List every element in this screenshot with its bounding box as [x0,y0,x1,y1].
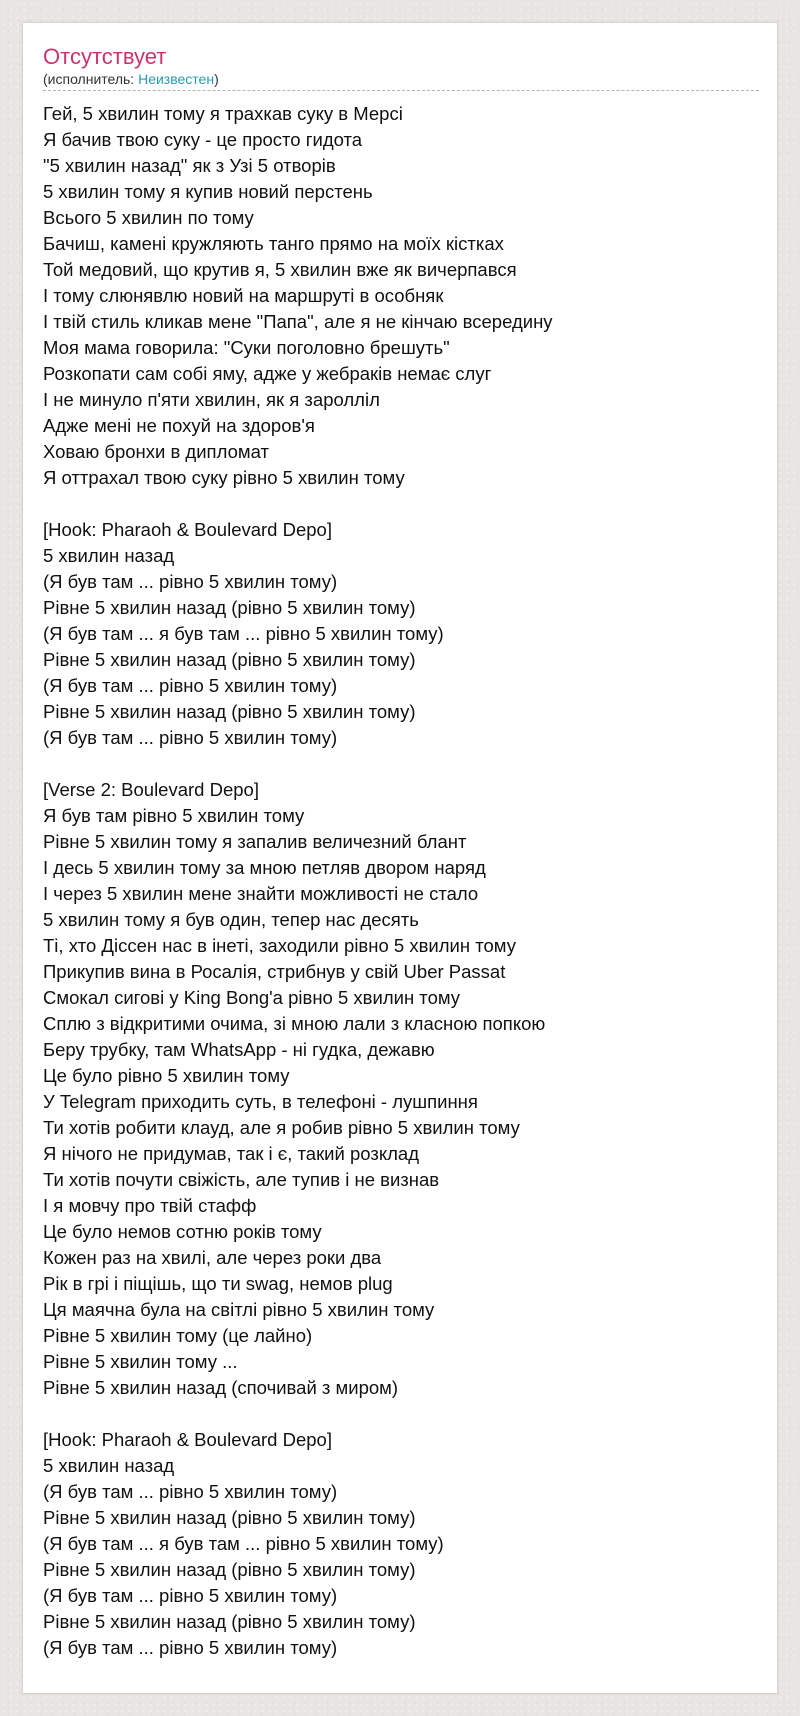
lyric-line: Моя мама говорила: "Суки поголовно брешуть" [43,337,450,358]
lyric-line: І тому слюнявлю новий на маршруті в особняк [43,285,444,306]
lyric-line: "5 хвилин назад" як з Узі 5 отворів [43,155,336,176]
lyric-line: Бачиш, камені кружляють танго прямо на моїх кістках [43,233,504,254]
artist-link[interactable]: Неизвестен [138,71,215,87]
lyric-line: Ця маячна була на світлі рівно 5 хвилин тому [43,1299,435,1320]
lyric-line: Рік в грі і піщішь, що ти swag, немов plug [43,1273,393,1294]
lyric-line: 5 хвилин назад [43,545,175,566]
lyric-line: Беру трубку, там WhatsApp - ні гудка, дежавю [43,1039,435,1060]
artist-prefix: (исполнитель: [43,71,139,87]
lyrics-text [43,101,759,1661]
lyric-line: (Я був там ... я був там ... рівно 5 хвилин тому) [43,1533,444,1554]
lyric-line: Прикупив вина в Росалія, стрибнув у свій Uber Passat [43,961,506,982]
lyric-line: Це було немов сотню років тому [43,1221,322,1242]
lyric-line: Рівне 5 хвилин тому я запалив величезний блант [43,831,467,852]
lyric-line: Рівне 5 хвилин назад (рівно 5 хвилин тому) [43,701,416,722]
lyric-line: Гей, 5 хвилин тому я трахкав суку в Мерсі [43,103,403,124]
lyric-line: У Telegram приходить суть, в телефоні - лушпиння [43,1091,478,1112]
lyric-line: [Verse 2: Boulevard Depo] [43,779,259,800]
lyric-line: Рівне 5 хвилин назад (рівно 5 хвилин тому) [43,649,416,670]
lyric-line: [Hook: Pharaoh & Boulevard Depo] [43,1429,332,1450]
lyric-line: І через 5 хвилин мене знайти можливості не стало [43,883,479,904]
lyric-line: Я оттрахал твою суку рівно 5 хвилин тому [43,467,405,488]
lyric-line: (Я був там ... я був там ... рівно 5 хвилин тому) [43,623,444,644]
lyric-line: Ті, хто Діссен нас в інеті, заходили рівно 5 хвилин тому [43,935,516,956]
lyric-line: Адже мені не похуй на здоров'я [43,415,315,436]
lyric-line: Сплю з відкритими очима, зі мною лали з класною попкою [43,1013,546,1034]
lyric-line: (Я був там ... рівно 5 хвилин тому) [43,571,338,592]
lyric-line: Це було рівно 5 хвилин тому [43,1065,290,1086]
artist-suffix: ) [214,71,219,87]
lyric-line: (Я був там ... рівно 5 хвилин тому) [43,727,338,748]
lyric-line: Ти хотів почути свіжість, але тупив і не визнав [43,1169,440,1190]
lyric-line: [Hook: Pharaoh & Boulevard Depo] [43,519,332,540]
lyric-line: Я був там рівно 5 хвилин тому [43,805,305,826]
lyric-line: (Я був там ... рівно 5 хвилин тому) [43,1637,338,1658]
lyric-line: Смокал сигові у King Bong'a рівно 5 хвилин тому [43,987,461,1008]
lyric-line: 5 хвилин назад [43,1455,175,1476]
lyric-line: Розкопати сам собі яму, адже у жебраків немає слуг [43,363,492,384]
lyric-line: Рівне 5 хвилин тому ... [43,1351,238,1372]
lyric-line: 5 хвилин тому я був один, тепер нас десять [43,909,419,930]
lyric-line: 5 хвилин тому я купив новий перстень [43,181,373,202]
lyric-line: (Я був там ... рівно 5 хвилин тому) [43,1481,338,1502]
lyric-line: І я мовчу про твій стафф [43,1195,257,1216]
lyric-line: Ховаю бронхи в дипломат [43,441,269,462]
lyric-line: Рівне 5 хвилин назад (рівно 5 хвилин тому) [43,597,416,618]
lyric-blank-line [43,491,759,517]
lyric-line: Всього 5 хвилин по тому [43,207,254,228]
lyric-line: І десь 5 хвилин тому за мною петляв двором наряд [43,857,486,878]
lyrics-card [22,22,778,1694]
lyric-line: (Я був там ... рівно 5 хвилин тому) [43,675,338,696]
lyric-line: Кожен раз на хвилі, але через роки два [43,1247,382,1268]
lyric-line: (Я був там ... рівно 5 хвилин тому) [43,1585,338,1606]
lyric-line: Рівне 5 хвилин тому (це лайно) [43,1325,313,1346]
lyric-blank-line [43,1401,759,1427]
lyric-line: Ти хотів робити клауд, але я робив рівно 5 хвилин тому [43,1117,520,1138]
lyric-line: Я нічого не придумав, так і є, такий розклад [43,1143,420,1164]
lyric-line: Той медовий, що крутив я, 5 хвилин вже як вичерпався [43,259,517,280]
lyric-line: Рівне 5 хвилин назад (рівно 5 хвилин тому) [43,1611,416,1632]
lyric-line: Рівне 5 хвилин назад (рівно 5 хвилин тому) [43,1559,416,1580]
lyric-line: Рівне 5 хвилин назад (спочивай з миром) [43,1377,399,1398]
song-title: Отсутствует [43,44,167,69]
artist-line [43,71,759,91]
lyric-line: Я бачив твою суку - це просто гидота [43,129,363,150]
lyric-line: Рівне 5 хвилин назад (рівно 5 хвилин тому) [43,1507,416,1528]
lyric-line: І не минуло п'яти хвилин, як я заролліл [43,389,380,410]
lyric-blank-line [43,751,759,777]
lyric-line: І твій стиль кликав мене "Папа", але я не кінчаю всередину [43,311,553,332]
